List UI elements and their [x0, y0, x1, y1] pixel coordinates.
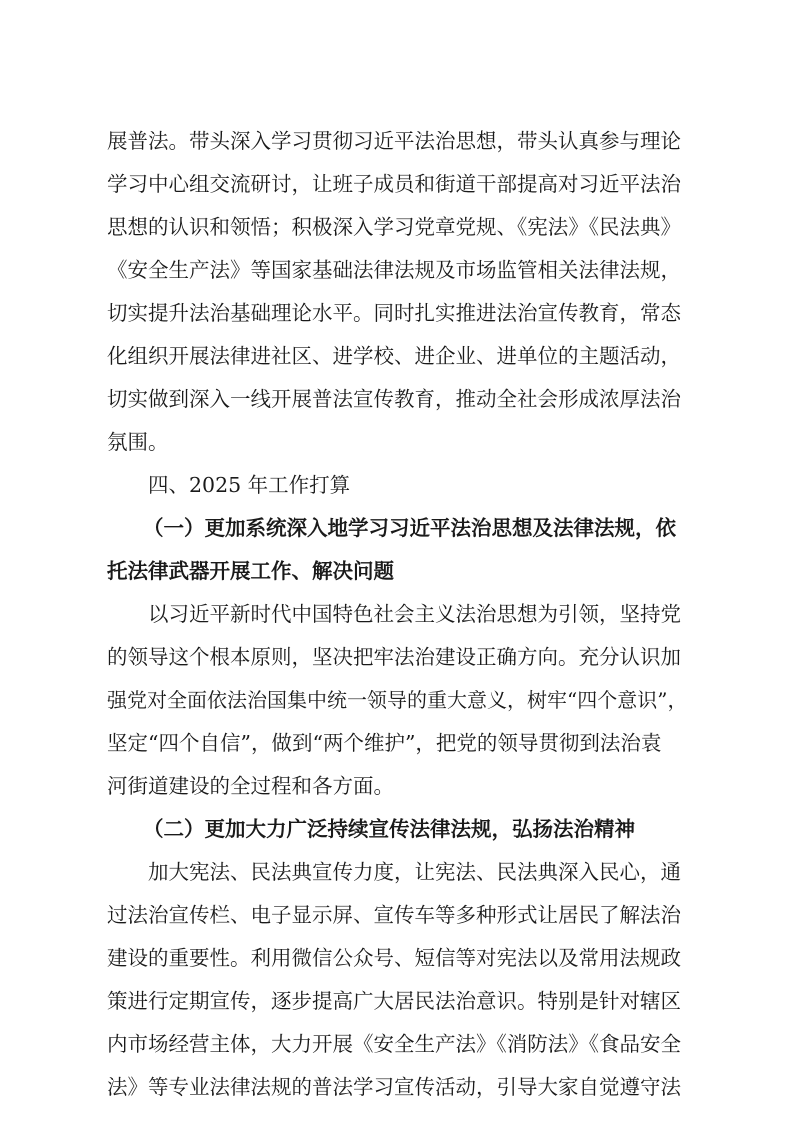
paragraph-line: 加大宪法、民法典宣传力度，让宪法、民法典深入民心，通 [148, 860, 681, 884]
paragraph-line: 内市场经营主体，大力开展《安全生产法》《消防法》《食品安全 [107, 1032, 681, 1056]
paragraph-line: 展普法。带头深入学习贯彻习近平法治思想，带头认真参与理论 [107, 129, 681, 153]
paragraph-line: 化组织开展法律进社区、进学校、进企业、进单位的主题活动， [107, 344, 681, 368]
paragraph-line: 以习近平新时代中国特色社会主义法治思想为引领，坚持党 [148, 602, 681, 626]
paragraph-line: 河街道建设的全过程和各方面。 [107, 774, 394, 798]
paragraph-line: 策进行定期宣传，逐步提高广大居民法治意识。特别是针对辖区 [107, 989, 681, 1013]
paragraph-line: 法》等专业法律法规的普法学习宣传活动，引导大家自觉遵守法 [107, 1075, 681, 1099]
subsection-heading-line: 托法律武器开展工作、解决问题 [107, 559, 394, 583]
paragraph-line: 《安全生产法》等国家基础法律法规及市场监管相关法律法规， [107, 258, 681, 282]
section-heading: 四、2025 年工作打算 [148, 473, 351, 497]
paragraph-line: 过法治宣传栏、电子显示屏、宣传车等多种形式让居民了解法治 [107, 903, 681, 927]
paragraph-line: 学习中心组交流研讨，让班子成员和街道干部提高对习近平法治 [107, 172, 681, 196]
paragraph-line: 建设的重要性。利用微信公众号、短信等对宪法以及常用法规政 [107, 946, 681, 970]
subsection-heading-line: （一）更加系统深入地学习习近平法治思想及法律法规，依 [143, 516, 676, 540]
paragraph-line: 坚定“四个自信”，做到“两个维护”，把党的领导贯彻到法治袁 [107, 731, 662, 755]
paragraph-line: 强党对全面依法治国集中统一领导的重大意义，树牢“四个意识”， [107, 688, 688, 712]
paragraph-line: 的领导这个根本原则，坚决把牢法治建设正确方向。充分认识加 [107, 645, 681, 669]
paragraph-line: 思想的认识和领悟；积极深入学习党章党规、《宪法》《民法典》 [107, 215, 681, 239]
paragraph-line: 切实做到深入一线开展普法宣传教育，推动全社会形成浓厚法治 [107, 387, 681, 411]
paragraph-line: 氛围。 [107, 430, 169, 454]
subsection-heading: （二）更加大力广泛持续宣传法律法规，弘扬法治精神 [143, 817, 635, 841]
paragraph-line: 切实提升法治基础理论水平。同时扎实推进法治宣传教育，常态 [107, 301, 681, 325]
